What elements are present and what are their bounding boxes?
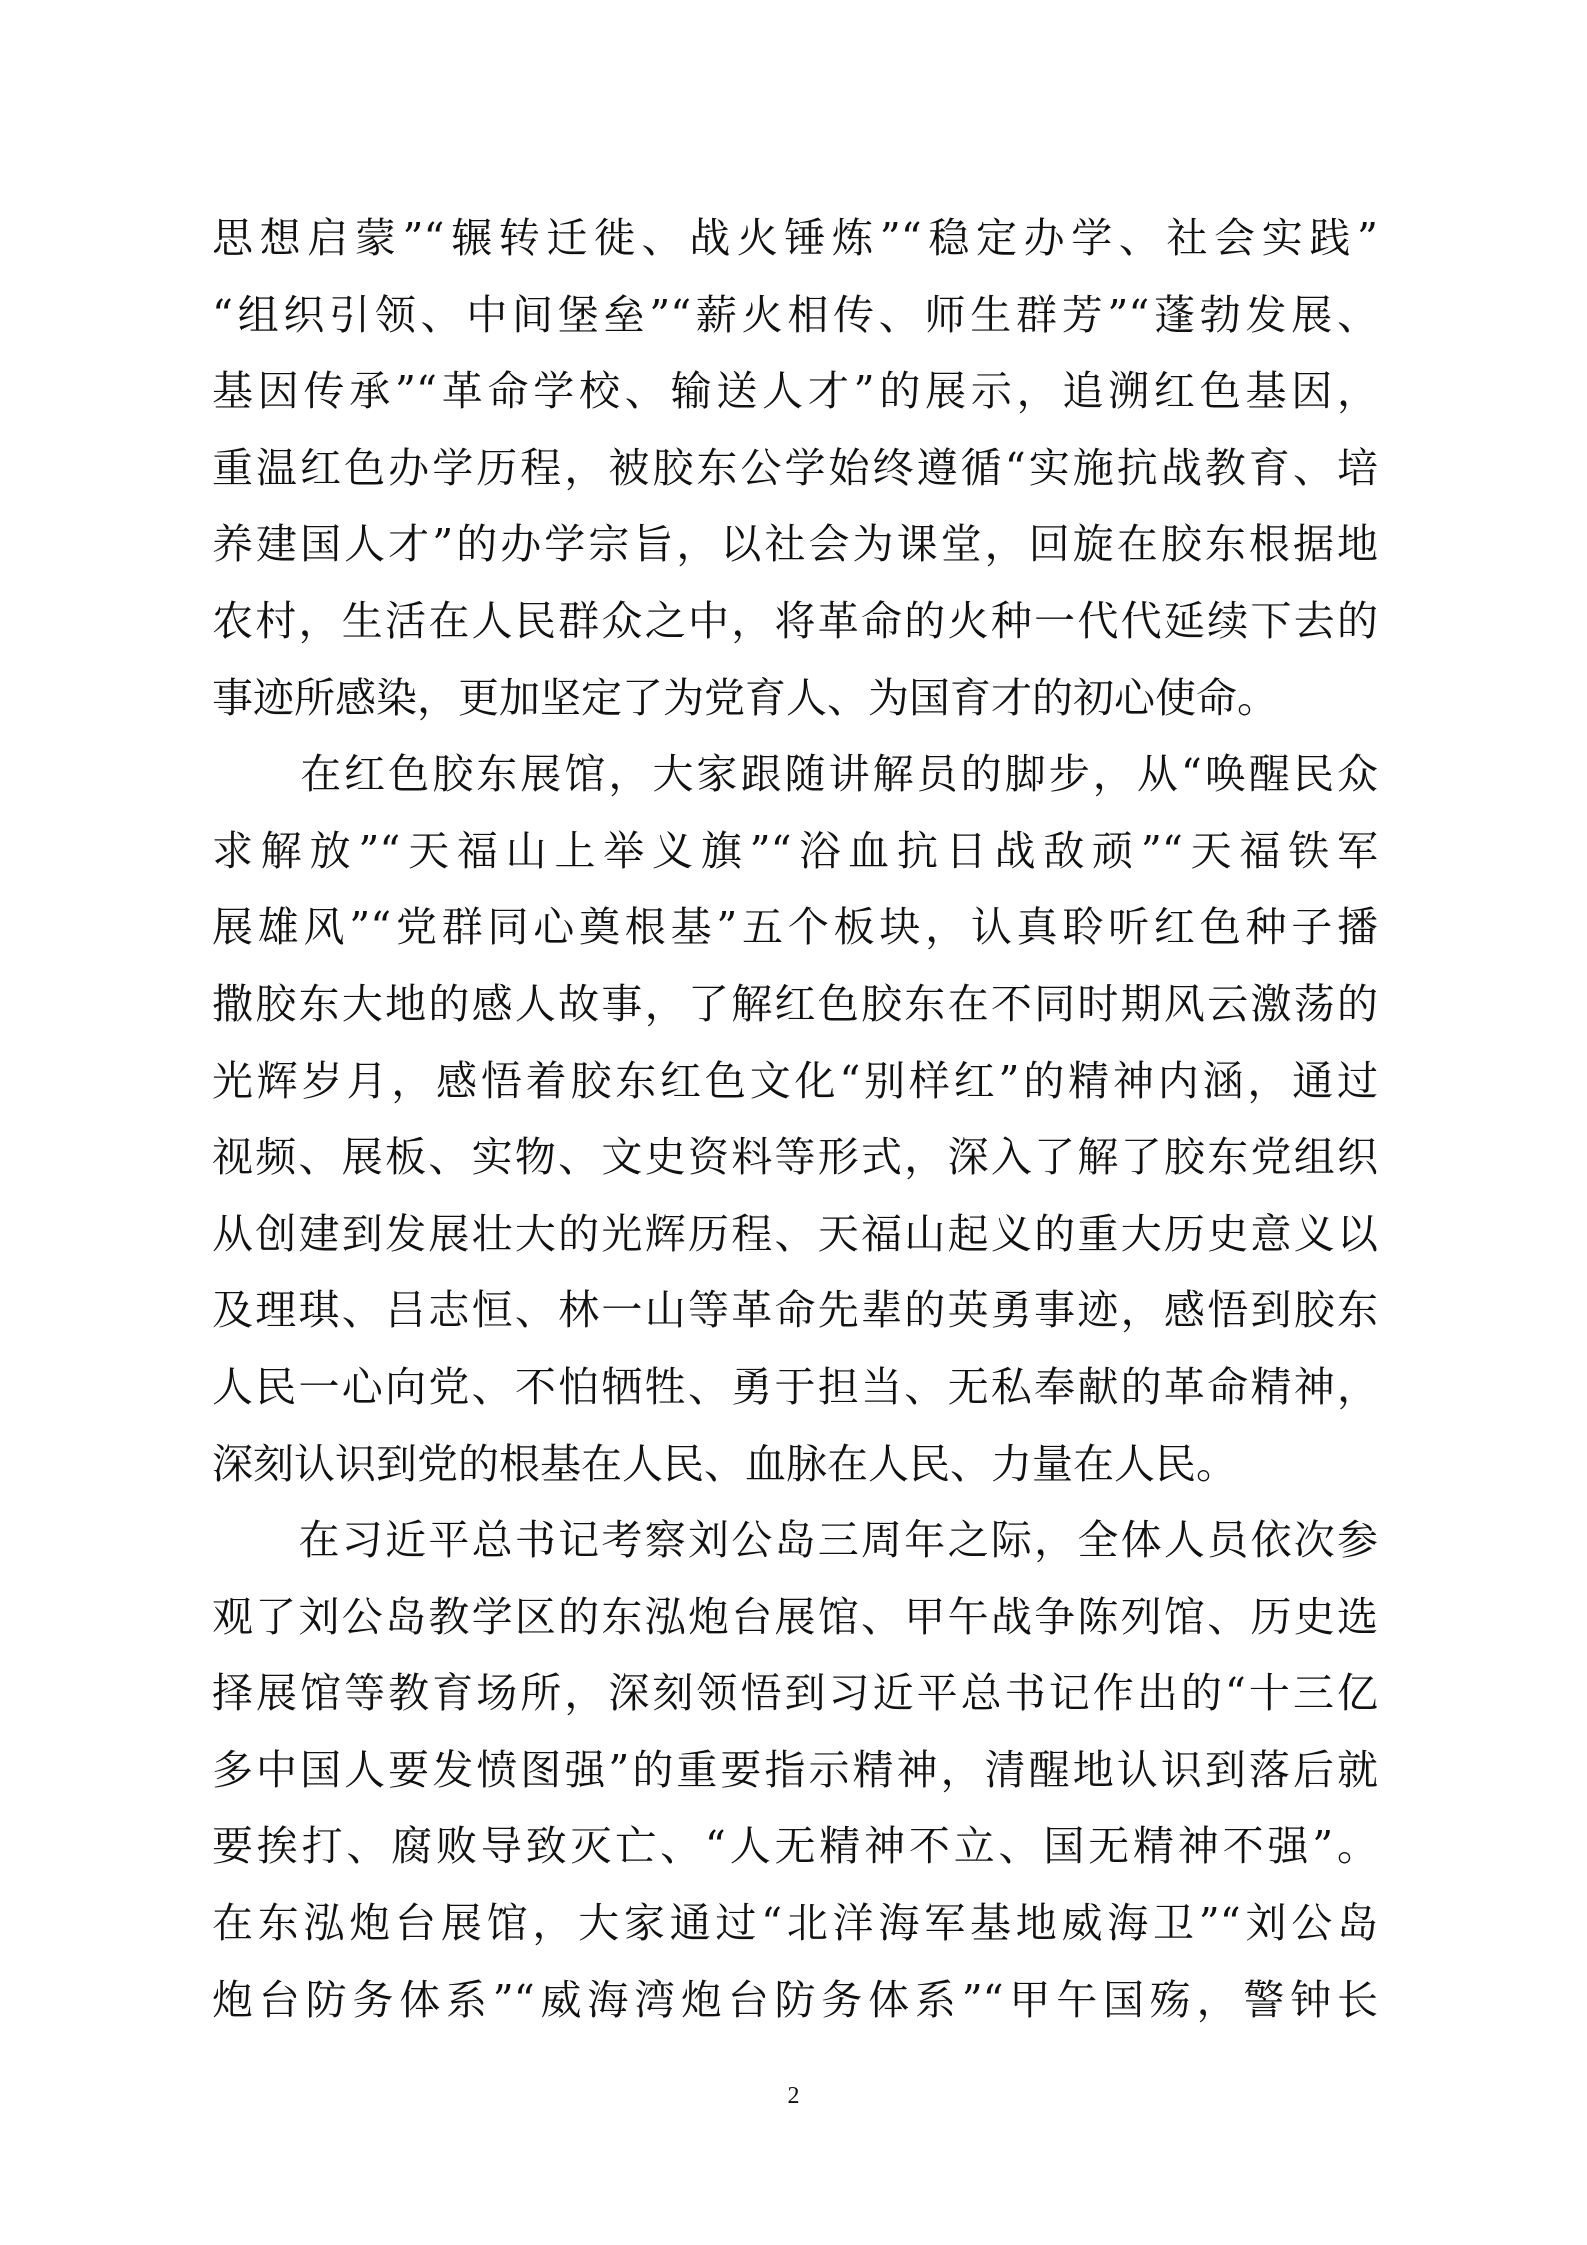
text-line: 农村，生活在人民群众之中，将革命的火种一代代延续下去的 (212, 596, 1378, 645)
text-line: “组织引领、中间堡垒”“薪火相传、师生群芳”“蓬勃发展、 (212, 290, 1378, 339)
text-line: 深刻认识到党的根基在人民、血脉在人民、力量在人民。 (212, 1439, 1237, 1488)
text-line: 思想启蒙”“辗转迁徙、战火锤炼”“稳定办学、社会实践” (212, 214, 1378, 262)
text-line: 光辉岁月，感悟着胶东红色文化“别样红”的精神内涵，通过 (212, 1056, 1378, 1105)
text-line: 择展馆等教育场所，深刻领悟到习近平总书记作出的“十三亿 (212, 1669, 1378, 1718)
text-line: 炮台防务体系”“威海湾炮台防务体系”“甲午国殇，警钟长 (212, 1975, 1378, 2024)
text-line: 视频、展板、实物、文史资料等形式，深入了解了胶东党组织 (212, 1133, 1378, 1182)
text-line: 养建国人才”的办学宗旨，以社会为课堂，回旋在胶东根据地 (212, 520, 1378, 569)
text-line: 观了刘公岛教学区的东泓炮台展馆、甲午战争陈列馆、历史选 (212, 1592, 1378, 1641)
text-line: 撒胶东大地的感人故事，了解红色胶东在不同时期风云激荡的 (212, 979, 1378, 1028)
text-line: 从创建到发展壮大的光辉历程、天福山起义的重大历史意义以 (212, 1209, 1378, 1258)
text-line: 要挨打、腐败导致灭亡、“人无精神不立、国无精神不强”。 (212, 1822, 1378, 1871)
text-line: 在红色胶东展馆，大家跟随讲解员的脚步，从“唤醒民众 (212, 750, 1378, 799)
text-line: 基因传承”“革命学校、输送人才”的展示，追溯红色基因， (212, 367, 1378, 416)
text-line: 事迹所感染，更加坚定了为党育人、为国育才的初心使命。 (212, 673, 1278, 722)
page-number: 2 (787, 2083, 800, 2109)
text-line: 在东泓炮台展馆，大家通过“北洋海军基地威海卫”“刘公岛 (212, 1899, 1378, 1948)
text-line: 展雄风”“党群同心奠根基”五个板块，认真聆听红色种子播 (212, 903, 1378, 952)
body-text (212, 200, 1378, 2038)
text-line: 及理琪、吕志恒、林一山等革命先辈的英勇事迹，感悟到胶东 (212, 1286, 1378, 1335)
text-line: 多中国人要发愤图强”的重要指示精神，清醒地认识到落后就 (212, 1745, 1378, 1794)
text-line: 人民一心向党、不怕牺牲、勇于担当、无私奉献的革命精神， (212, 1362, 1378, 1411)
text-line: 在习近平总书记考察刘公岛三周年之际，全体人员依次参 (212, 1516, 1378, 1565)
text-line: 求解放”“天福山上举义旗”“浴血抗日战敌顽”“天福铁军 (212, 826, 1378, 875)
text-line: 重温红色办学历程，被胶东公学始终遵循“实施抗战教育、培 (212, 443, 1378, 492)
